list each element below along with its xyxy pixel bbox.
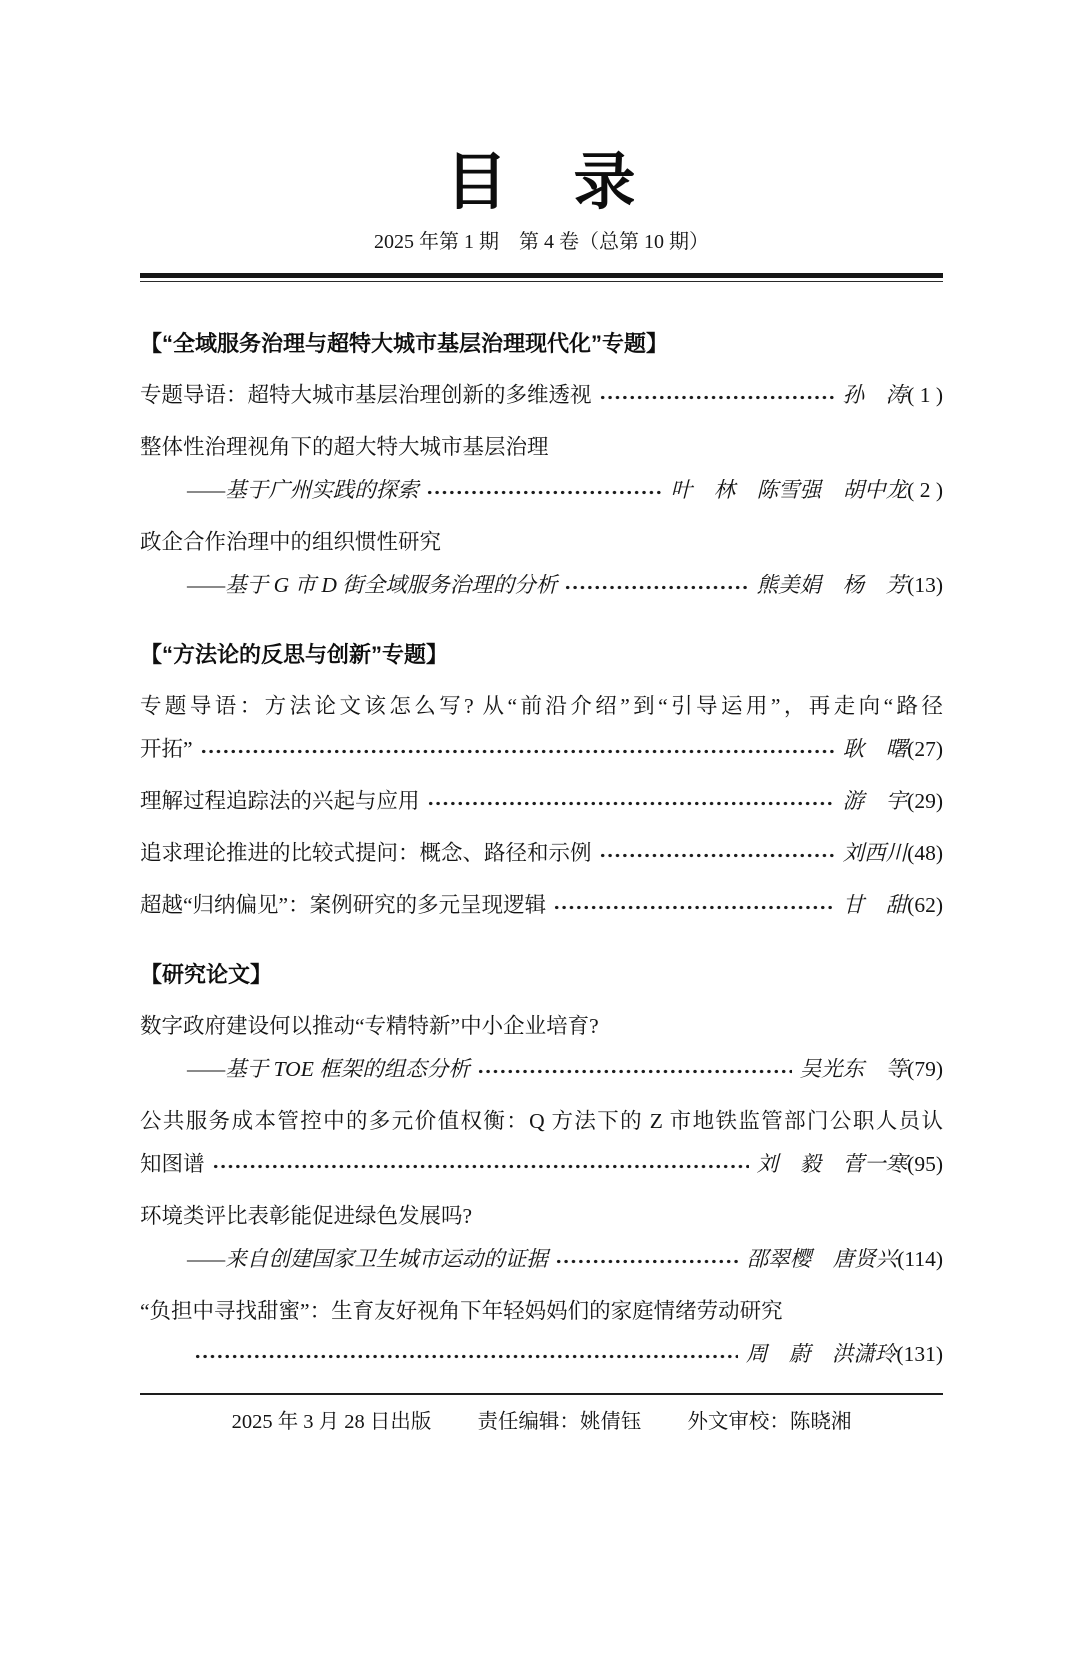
dot-leader bbox=[599, 832, 835, 875]
entry-authors: 游 宇 bbox=[842, 789, 908, 814]
entry-subtitle-line bbox=[140, 469, 943, 512]
toc-entry bbox=[140, 884, 943, 927]
toc-entry bbox=[140, 426, 943, 512]
authors-page-group bbox=[800, 1048, 943, 1091]
entry-title-text: ——基于广州实践的探索 bbox=[187, 478, 419, 503]
entry-title-line bbox=[140, 1195, 943, 1238]
entry-title-line bbox=[140, 685, 943, 728]
entry-title-line bbox=[140, 1290, 943, 1333]
toc-entry bbox=[140, 1195, 943, 1281]
section-header: 【“全域服务治理与超特大城市基层治理现代化”专题】 bbox=[140, 331, 669, 357]
entry-page-number: (79) bbox=[907, 1057, 943, 1082]
entry-title-line bbox=[140, 1005, 943, 1048]
toc-entry bbox=[140, 521, 943, 607]
entry-subtitle-line bbox=[140, 1333, 943, 1376]
toc-entry bbox=[140, 1100, 943, 1186]
entry-page-number: (114) bbox=[897, 1247, 943, 1272]
authors-page-group bbox=[843, 728, 943, 771]
entry-authors: 耿 曙 bbox=[842, 737, 908, 762]
authors-page-group bbox=[843, 780, 943, 823]
entry-title-line bbox=[140, 884, 943, 927]
entry-authors: 刘 毅 菅一寒 bbox=[756, 1152, 908, 1177]
entry-authors: 周 蔚 洪潇玲 bbox=[745, 1342, 897, 1367]
entry-subtitle-line bbox=[140, 564, 943, 607]
dot-leader bbox=[564, 564, 748, 607]
dot-leader bbox=[555, 1238, 739, 1281]
dot-leader bbox=[194, 1333, 738, 1376]
entry-title-text: “负担中寻找甜蜜”：生育友好视角下年轻妈妈们的家庭情绪劳动研究 bbox=[140, 1299, 783, 1324]
issue-line: 2025 年第 1 期 第 4 卷（总第 10 期） bbox=[374, 231, 709, 253]
entry-title-line bbox=[140, 728, 943, 771]
entry-authors: 甘 甜 bbox=[842, 893, 908, 918]
entry-authors: 邵翠樱 唐贤兴 bbox=[746, 1247, 898, 1272]
foreign-proofreader: 外文审校：陈晓湘 bbox=[687, 1411, 852, 1434]
entry-page-number: (131) bbox=[896, 1342, 943, 1367]
entry-title-text: 数字政府建设何以推动“专精特新”中小企业培育? bbox=[140, 1014, 599, 1039]
section-header: 【“方法论的反思与创新”专题】 bbox=[140, 642, 449, 668]
colophon-line bbox=[140, 1408, 943, 1437]
entry-title-text: 专题导语：超特大城市基层治理创新的多维透视 bbox=[140, 383, 592, 408]
authors-page-group bbox=[843, 832, 943, 875]
entry-title-text: ——基于 TOE 框架的组态分析 bbox=[187, 1057, 470, 1082]
entry-authors: 吴光东 等 bbox=[799, 1057, 908, 1082]
toc-entry bbox=[140, 374, 943, 417]
entry-title-text: 公共服务成本管控中的多元价值权衡：Q 方法下的 Z 市地铁监管部门公职人员认 bbox=[140, 1109, 943, 1134]
authors-page-group bbox=[843, 374, 943, 417]
entry-subtitle-line bbox=[140, 1238, 943, 1281]
entry-title-text: 知图谱 bbox=[140, 1152, 205, 1177]
authors-page-group bbox=[757, 1143, 943, 1186]
entry-title-text: 整体性治理视角下的超大特大城市基层治理 bbox=[140, 435, 549, 460]
toc-entry bbox=[140, 1005, 943, 1091]
entry-authors: 熊美娟 杨 芳 bbox=[756, 573, 908, 598]
entry-authors: 孙 涛 bbox=[842, 383, 908, 408]
entry-page-number: (95) bbox=[907, 1152, 943, 1177]
publish-date: 2025 年 3 月 28 日出版 bbox=[231, 1411, 432, 1434]
entry-title-line bbox=[140, 521, 943, 564]
authors-page-group bbox=[746, 1333, 943, 1376]
toc-entry bbox=[140, 685, 943, 771]
authors-page-group bbox=[671, 469, 943, 512]
dot-leader bbox=[427, 780, 835, 823]
section-header: 【研究论文】 bbox=[140, 962, 273, 988]
footer-rule bbox=[140, 1393, 943, 1395]
dot-leader bbox=[426, 469, 663, 512]
entry-title-text: 开拓” bbox=[140, 737, 193, 762]
toc-entry bbox=[140, 1290, 943, 1376]
entry-page-number: (27) bbox=[907, 737, 943, 762]
toc-entry bbox=[140, 832, 943, 875]
entry-title-text: ——基于 G 市 D 街全域服务治理的分析 bbox=[187, 573, 558, 598]
entry-title-text: 专题导语：方法论文该怎么写? 从“前沿介绍”到“引导运用”，再走向“路径 bbox=[140, 694, 943, 719]
entry-title-text: 环境类评比表彰能促进绿色发展吗? bbox=[140, 1204, 473, 1229]
entry-authors: 叶 林 陈雪强 胡中龙 bbox=[670, 478, 908, 503]
rule-thick bbox=[140, 273, 943, 278]
entry-title-line bbox=[140, 426, 943, 469]
entry-title-line bbox=[140, 1143, 943, 1186]
entry-title-text: 理解过程追踪法的兴起与应用 bbox=[140, 789, 420, 814]
dot-leader bbox=[477, 1048, 792, 1091]
entry-subtitle-line bbox=[140, 1048, 943, 1091]
toc-list bbox=[140, 322, 943, 1376]
entry-page-number: (29) bbox=[907, 789, 943, 814]
entry-page-number: ( 2 ) bbox=[907, 478, 943, 503]
dot-leader bbox=[212, 1143, 749, 1186]
entry-authors: 刘西川 bbox=[842, 841, 908, 866]
rule-thin bbox=[140, 281, 943, 283]
managing-editor: 责任编辑：姚倩钰 bbox=[477, 1411, 642, 1434]
entry-page-number: (13) bbox=[907, 573, 943, 598]
dot-leader bbox=[200, 728, 835, 771]
authors-page-group bbox=[747, 1238, 943, 1281]
masthead-double-rule bbox=[140, 273, 943, 282]
toc-entry bbox=[140, 780, 943, 823]
entry-title-line bbox=[140, 780, 943, 823]
entry-title-text: 追求理论推进的比较式提问：概念、路径和示例 bbox=[140, 841, 592, 866]
page-title: 目 录 bbox=[445, 149, 638, 217]
entry-title-text: 超越“归纳偏见”：案例研究的多元呈现逻辑 bbox=[140, 893, 547, 918]
entry-page-number: (62) bbox=[907, 893, 943, 918]
dot-leader bbox=[599, 374, 835, 417]
dot-leader bbox=[553, 884, 835, 927]
entry-title-text: ——来自创建国家卫生城市运动的证据 bbox=[187, 1247, 548, 1272]
entry-title-line bbox=[140, 1100, 943, 1143]
authors-page-group bbox=[843, 884, 943, 927]
entry-page-number: (48) bbox=[907, 841, 943, 866]
entry-title-line bbox=[140, 374, 943, 417]
entry-title-line bbox=[140, 832, 943, 875]
entry-page-number: ( 1 ) bbox=[907, 383, 943, 408]
authors-page-group bbox=[757, 564, 943, 607]
toc-page bbox=[140, 150, 943, 1437]
entry-title-text: 政企合作治理中的组织惯性研究 bbox=[140, 530, 442, 555]
